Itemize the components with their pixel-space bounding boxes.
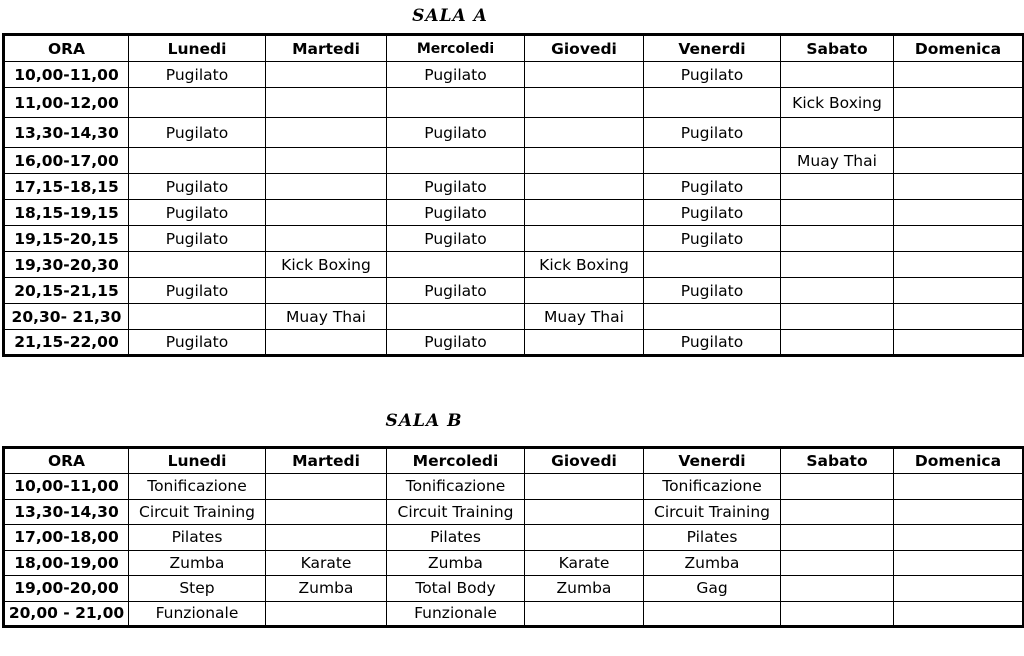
time-slot-cell: 10,00-11,00 — [4, 62, 129, 88]
class-cell-martedi — [266, 118, 387, 148]
class-cell-venerdi: Tonificazione — [644, 474, 781, 500]
time-slot-cell: 20,15-21,15 — [4, 278, 129, 304]
class-cell-sabato: Muay Thai — [781, 148, 894, 174]
table-row — [4, 499, 1024, 525]
class-cell-giovedi — [525, 88, 644, 118]
class-cell-sabato — [781, 62, 894, 88]
class-cell-giovedi — [525, 601, 644, 627]
class-cell-giovedi — [525, 200, 644, 226]
class-cell-giovedi: Muay Thai — [525, 304, 644, 330]
class-cell-mercoledi: Pugilato — [387, 118, 525, 148]
class-cell-mercoledi — [387, 252, 525, 278]
class-cell-mercoledi: Pugilato — [387, 200, 525, 226]
class-cell-venerdi — [644, 88, 781, 118]
class-cell-venerdi — [644, 304, 781, 330]
class-cell-venerdi: Zumba — [644, 550, 781, 576]
class-cell-martedi — [266, 330, 387, 356]
class-cell-mercoledi: Tonificazione — [387, 474, 525, 500]
class-cell-giovedi — [525, 62, 644, 88]
time-slot-cell: 10,00-11,00 — [4, 474, 129, 500]
class-cell-domenica — [894, 525, 1024, 551]
time-slot-cell: 19,00-20,00 — [4, 576, 129, 602]
class-cell-venerdi: Gag — [644, 576, 781, 602]
time-slot-cell: 20,00 - 21,00 — [4, 601, 129, 627]
table-row — [4, 525, 1024, 551]
class-cell-lunedi: Pugilato — [129, 226, 266, 252]
class-cell-venerdi — [644, 148, 781, 174]
table-row — [4, 474, 1024, 500]
class-cell-martedi — [266, 499, 387, 525]
class-cell-lunedi — [129, 304, 266, 330]
time-slot-cell: 17,15-18,15 — [4, 174, 129, 200]
class-cell-sabato — [781, 304, 894, 330]
class-cell-domenica — [894, 601, 1024, 627]
column-header-sabato: Sabato — [781, 448, 894, 474]
class-cell-giovedi — [525, 525, 644, 551]
column-header-giovedi: Giovedi — [525, 35, 644, 62]
time-slot-cell: 16,00-17,00 — [4, 148, 129, 174]
sala-b-schedule-table — [2, 446, 1024, 628]
time-slot-cell: 18,00-19,00 — [4, 550, 129, 576]
class-cell-sabato — [781, 278, 894, 304]
class-cell-giovedi — [525, 330, 644, 356]
class-cell-domenica — [894, 499, 1024, 525]
table-row — [4, 200, 1024, 226]
class-cell-sabato: Kick Boxing — [781, 88, 894, 118]
class-cell-lunedi: Pugilato — [129, 118, 266, 148]
class-cell-lunedi — [129, 88, 266, 118]
column-header-giovedi: Giovedi — [525, 448, 644, 474]
class-cell-mercoledi: Zumba — [387, 550, 525, 576]
table-row — [4, 252, 1024, 278]
class-cell-mercoledi: Pugilato — [387, 330, 525, 356]
class-cell-mercoledi: Pugilato — [387, 174, 525, 200]
class-cell-mercoledi: Circuit Training — [387, 499, 525, 525]
column-header-lunedi: Lunedi — [129, 35, 266, 62]
class-cell-domenica — [894, 226, 1024, 252]
class-cell-giovedi — [525, 474, 644, 500]
column-header-domenica: Domenica — [894, 448, 1024, 474]
class-cell-giovedi — [525, 226, 644, 252]
class-cell-domenica — [894, 200, 1024, 226]
sala-a-schedule-table — [2, 33, 1024, 357]
class-cell-martedi — [266, 226, 387, 252]
class-cell-martedi: Karate — [266, 550, 387, 576]
sala-a-title: SALA A — [412, 6, 488, 26]
class-cell-martedi — [266, 148, 387, 174]
table-header-row — [4, 35, 1024, 62]
class-cell-mercoledi: Pugilato — [387, 278, 525, 304]
class-cell-sabato — [781, 550, 894, 576]
class-cell-mercoledi: Total Body — [387, 576, 525, 602]
class-cell-martedi — [266, 601, 387, 627]
time-slot-cell: 13,30-14,30 — [4, 118, 129, 148]
time-slot-cell: 11,00-12,00 — [4, 88, 129, 118]
class-cell-domenica — [894, 118, 1024, 148]
class-cell-venerdi: Pugilato — [644, 174, 781, 200]
class-cell-lunedi: Pugilato — [129, 174, 266, 200]
table-row — [4, 330, 1024, 356]
column-header-sabato: Sabato — [781, 35, 894, 62]
class-cell-sabato — [781, 474, 894, 500]
class-cell-sabato — [781, 330, 894, 356]
class-cell-venerdi: Pugilato — [644, 330, 781, 356]
class-cell-mercoledi — [387, 304, 525, 330]
time-slot-cell: 19,15-20,15 — [4, 226, 129, 252]
table-row — [4, 278, 1024, 304]
class-cell-domenica — [894, 174, 1024, 200]
time-slot-cell: 20,30- 21,30 — [4, 304, 129, 330]
class-cell-lunedi: Tonificazione — [129, 474, 266, 500]
class-cell-martedi — [266, 278, 387, 304]
column-header-lunedi: Lunedi — [129, 448, 266, 474]
class-cell-lunedi: Pugilato — [129, 200, 266, 226]
class-cell-lunedi: Pilates — [129, 525, 266, 551]
class-cell-domenica — [894, 148, 1024, 174]
class-cell-martedi — [266, 474, 387, 500]
class-cell-martedi: Kick Boxing — [266, 252, 387, 278]
class-cell-lunedi: Circuit Training — [129, 499, 266, 525]
class-cell-lunedi: Step — [129, 576, 266, 602]
column-header-martedi: Martedi — [266, 35, 387, 62]
class-cell-venerdi — [644, 601, 781, 627]
sala-b-title: SALA B — [385, 411, 463, 431]
table-header-row — [4, 448, 1024, 474]
class-cell-martedi — [266, 200, 387, 226]
time-slot-cell: 17,00-18,00 — [4, 525, 129, 551]
column-header-mercoledi: Mercoledi — [387, 448, 525, 474]
class-cell-martedi — [266, 174, 387, 200]
column-header-martedi: Martedi — [266, 448, 387, 474]
class-cell-martedi: Muay Thai — [266, 304, 387, 330]
class-cell-domenica — [894, 330, 1024, 356]
class-cell-giovedi: Karate — [525, 550, 644, 576]
class-cell-martedi: Zumba — [266, 576, 387, 602]
class-cell-sabato — [781, 576, 894, 602]
column-header-venerdi: Venerdi — [644, 448, 781, 474]
class-cell-lunedi: Funzionale — [129, 601, 266, 627]
class-cell-sabato — [781, 525, 894, 551]
class-cell-domenica — [894, 304, 1024, 330]
class-cell-mercoledi: Pilates — [387, 525, 525, 551]
class-cell-lunedi: Pugilato — [129, 62, 266, 88]
class-cell-venerdi: Pugilato — [644, 226, 781, 252]
column-header-mercoledi: Mercoledi — [387, 35, 525, 62]
class-cell-sabato — [781, 226, 894, 252]
class-cell-lunedi: Zumba — [129, 550, 266, 576]
class-cell-sabato — [781, 601, 894, 627]
column-header-domenica: Domenica — [894, 35, 1024, 62]
class-cell-venerdi: Pugilato — [644, 118, 781, 148]
class-cell-venerdi: Pugilato — [644, 200, 781, 226]
class-cell-giovedi — [525, 174, 644, 200]
time-slot-cell: 18,15-19,15 — [4, 200, 129, 226]
table-row — [4, 148, 1024, 174]
time-slot-cell: 21,15-22,00 — [4, 330, 129, 356]
table-row — [4, 226, 1024, 252]
class-cell-sabato — [781, 252, 894, 278]
class-cell-venerdi: Pilates — [644, 525, 781, 551]
class-cell-sabato — [781, 174, 894, 200]
table-row — [4, 118, 1024, 148]
class-cell-venerdi — [644, 252, 781, 278]
class-cell-giovedi — [525, 278, 644, 304]
class-cell-giovedi: Zumba — [525, 576, 644, 602]
class-cell-lunedi — [129, 252, 266, 278]
table-row — [4, 62, 1024, 88]
class-cell-domenica — [894, 88, 1024, 118]
class-cell-giovedi — [525, 148, 644, 174]
column-header-ora: ORA — [4, 448, 129, 474]
class-cell-mercoledi: Pugilato — [387, 62, 525, 88]
table-row — [4, 550, 1024, 576]
column-header-ora: ORA — [4, 35, 129, 62]
class-cell-giovedi — [525, 118, 644, 148]
table-row — [4, 88, 1024, 118]
class-cell-giovedi: Kick Boxing — [525, 252, 644, 278]
time-slot-cell: 19,30-20,30 — [4, 252, 129, 278]
class-cell-domenica — [894, 550, 1024, 576]
column-header-venerdi: Venerdi — [644, 35, 781, 62]
class-cell-lunedi: Pugilato — [129, 278, 266, 304]
class-cell-sabato — [781, 118, 894, 148]
class-cell-venerdi: Pugilato — [644, 278, 781, 304]
table-row — [4, 601, 1024, 627]
class-cell-martedi — [266, 62, 387, 88]
class-cell-sabato — [781, 200, 894, 226]
class-cell-lunedi: Pugilato — [129, 330, 266, 356]
table-row — [4, 304, 1024, 330]
time-slot-cell: 13,30-14,30 — [4, 499, 129, 525]
class-cell-domenica — [894, 62, 1024, 88]
class-cell-domenica — [894, 474, 1024, 500]
class-cell-giovedi — [525, 499, 644, 525]
class-cell-venerdi: Circuit Training — [644, 499, 781, 525]
class-cell-mercoledi: Pugilato — [387, 226, 525, 252]
class-cell-domenica — [894, 252, 1024, 278]
table-row — [4, 576, 1024, 602]
class-cell-venerdi: Pugilato — [644, 62, 781, 88]
class-cell-mercoledi — [387, 148, 525, 174]
class-cell-mercoledi: Funzionale — [387, 601, 525, 627]
class-cell-sabato — [781, 499, 894, 525]
table-row — [4, 174, 1024, 200]
class-cell-mercoledi — [387, 88, 525, 118]
class-cell-martedi — [266, 88, 387, 118]
class-cell-lunedi — [129, 148, 266, 174]
class-cell-martedi — [266, 525, 387, 551]
class-cell-domenica — [894, 278, 1024, 304]
class-cell-domenica — [894, 576, 1024, 602]
